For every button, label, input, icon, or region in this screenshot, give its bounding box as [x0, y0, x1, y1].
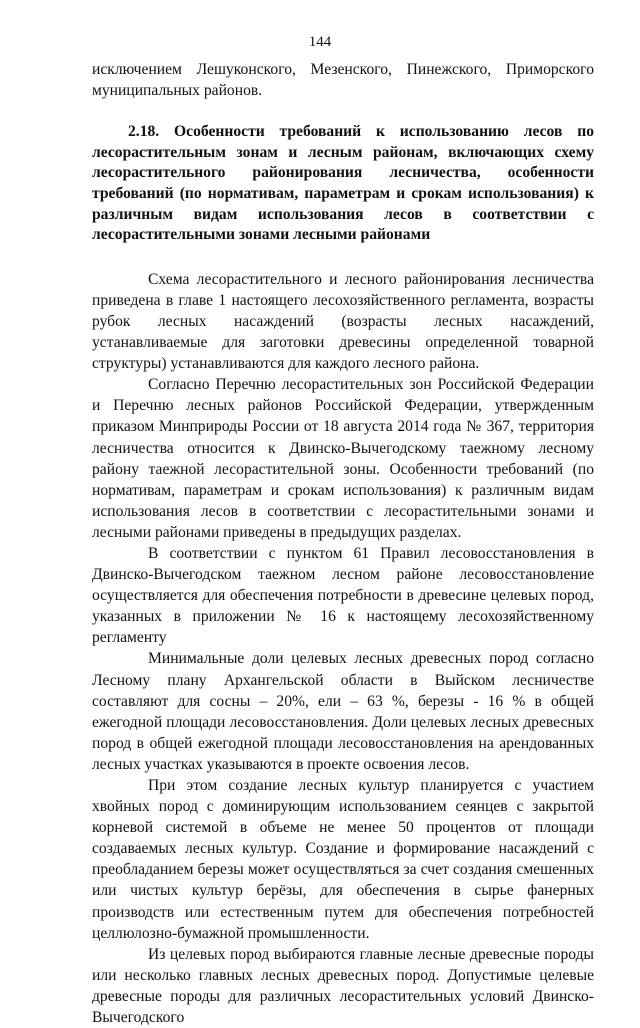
paragraph: Из целевых пород выбираются главные лесные древесные породы или несколько главных лесных древесных пород. Допустимые целевые древесные породы для различных лесорастительных условий Двинско-Вычегодского: [92, 945, 594, 1027]
paragraph: В соответствии с пунктом 61 Правил лесовосстановления в Двинско-Вычегодском таежном лесном районе лесовосстановление осуществляется для обеспечения потребности в древесине целевых пород, указанных в приложении № 16 к настоящему лесохозяйственному регламенту: [92, 544, 594, 647]
section-number: 2.18.: [128, 123, 160, 141]
section-title: Особенности требований к использованию лесов по лесорастительным зонам и лесным районам, включающих схему лесорастительного районирования лесничества, особенности требований (по нормативам, параметрам и срокам использования) к различным видам использования лесов в соответствии с лесорастительными зонами лесными районами: [92, 123, 594, 244]
paragraph: Схема лесорастительного и лесного районирования лесничества приведена в главе 1 настоящего лесохозяйственного регламента, возрасты рубок лесных насаждений (возрасты лесных насаждений, устанавливаемые для заготовки древесины определенной товарной структуры) устанавливаются для каждого лесного района.: [92, 270, 594, 373]
section-heading: [92, 122, 594, 246]
spacer: [92, 246, 594, 269]
paragraph: Минимальные доли целевых лесных древесных пород согласно Лесному плану Архангельской области в Выйском лесничестве составляют для сосны – 20%, ели – 63 %, березы - 16 % в общей ежегодной площади лесовосстановления. Доли целевых лесных древесных пород в общей ежегодной площади лесовосстановления на арендованных лесных участках указываются в проекте освоения лесов.: [92, 650, 594, 773]
page-number: 144: [308, 34, 332, 50]
paragraph: Согласно Перечню лесорастительных зон Российской Федерации и Перечню лесных районов Российской Федерации, утвержденным приказом Минприроды России от 18 августа 2014 года № 367, территория лесничества относится к Двинско-Вычегодскому таежному лесному району таежной лесорастительной зоны. Особенности требований (по нормативам, параметрам и срокам использования) к различным видам использования лесов в соответствии с лесорастительными зонами и лесными районами приведены в предыдущих разделах.: [92, 376, 594, 541]
document-body: [92, 59, 594, 1028]
paragraph: При этом создание лесных культур планируется с участием хвойных пород с доминирующим использованием сеянцев с закрытой корневой системой в объеме не менее 50 процентов от площади создаваемых лесных культур. Создание и формирование насаждений с преобладанием березы может осуществляться за счет создания смешенных или чистых культур берёзы, для обеспечения в сырье фанерных производств или естественным путем для обеспечения потребностей целлюлозно-бумажной промышленности.: [92, 777, 594, 942]
continuation-text: исключением Лешуконского, Мезенского, Пинежского, Приморского муниципальных районов.: [92, 61, 594, 100]
